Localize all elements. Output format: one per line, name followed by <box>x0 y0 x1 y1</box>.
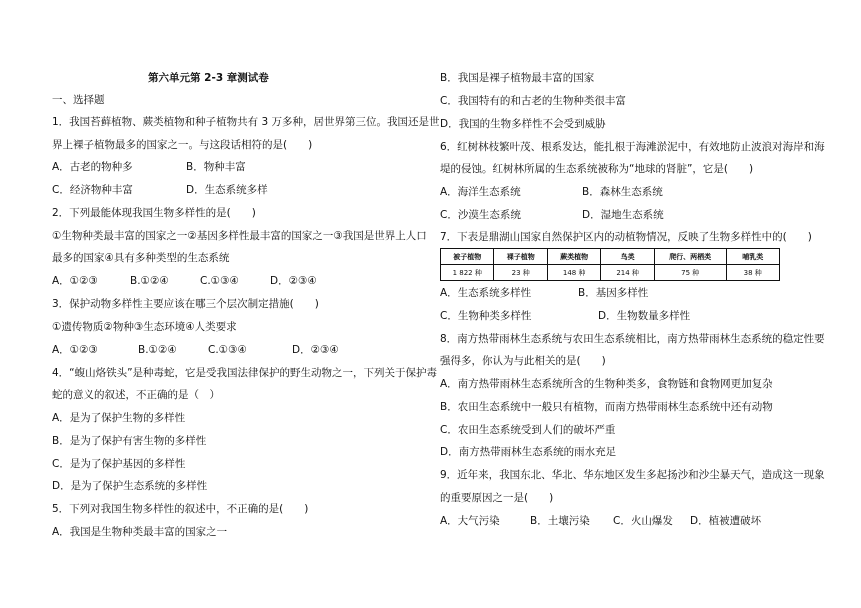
question-2-stem: 2．下列最能体现我国生物多样性的是( ) <box>52 207 256 219</box>
question-8-stem-line2: 强得多，你认为与此相关的是( ) <box>440 355 606 367</box>
species-table-header-cell: 哺乳类 <box>726 249 780 265</box>
question-4-option-c: C．是为了保护基因的多样性 <box>52 458 186 470</box>
species-table-value-cell: 75 种 <box>654 265 726 281</box>
question-2-option-d: D．②③④ <box>270 275 317 287</box>
question-9-option-c: C．火山爆发 <box>613 515 673 527</box>
question-3-option-a: A．①②③ <box>52 344 98 356</box>
question-9-stem-line1: 9．近年来，我国东北、华北、华东地区发生多起扬沙和沙尘暴天气，造成这一现象 <box>440 469 825 481</box>
question-3-stem: 3．保护动物多样性主要应该在哪三个层次制定措施( ) <box>52 298 319 310</box>
question-9-stem-line2: 的重要原因之一是( ) <box>440 492 554 504</box>
question-5-option-c: C．我国特有的和古老的生物种类很丰富 <box>440 95 626 107</box>
question-8-stem-line1: 8．南方热带雨林生态系统与农田生态系统相比，南方热带雨林生态系统的稳定性要 <box>440 333 825 345</box>
question-6-option-a: A．海洋生态系统 <box>440 186 521 198</box>
question-6-stem-line1: 6．红树林枝繁叶茂、根系发达，能扎根于海滩淤泥中，有效地防止波浪对海岸和海 <box>440 141 825 153</box>
question-7-option-a: A．生态系统多样性 <box>440 287 532 299</box>
question-4-option-b: B．是为了保护有害生物的多样性 <box>52 435 207 447</box>
species-table-header-row <box>441 249 780 265</box>
species-table-value-cell: 38 种 <box>726 265 780 281</box>
species-table-value-cell: 23 种 <box>494 265 547 281</box>
question-2-info-line1: ①生物种类最丰富的国家之一②基因多样性最丰富的国家之一③我国是世界上人口 <box>52 230 427 242</box>
question-7-option-d: D．生物数量多样性 <box>598 310 691 322</box>
question-7-stem: 7．下表是鼎湖山国家自然保护区内的动植物情况，反映了生物多样性中的( ) <box>440 231 812 243</box>
species-table-value-row <box>441 265 780 281</box>
question-8-option-a: A．南方热带雨林生态系统所含的生物种类多，食物链和食物网更加复杂 <box>440 378 773 390</box>
question-6-option-c: C．沙漠生态系统 <box>440 209 521 221</box>
question-4-option-a: A．是为了保护生物的多样性 <box>52 412 186 424</box>
question-7-option-c: C．生物种类多样性 <box>440 310 532 322</box>
question-9-option-a: A．大气污染 <box>440 515 500 527</box>
question-6-stem-line2: 堤的侵蚀。红树林所属的生态系统被称为“地球的肾脏”，它是( ) <box>440 163 754 175</box>
question-1-option-d: D．生态系统多样 <box>186 184 268 196</box>
question-4-option-d: D．是为了保护生态系统的多样性 <box>52 480 208 492</box>
question-1-stem-line1: 1．我国苔藓植物、蕨类植物和种子植物共有 3 万多种，居世界第三位。我国还是世 <box>52 116 440 128</box>
question-2-option-c: C.①③④ <box>200 275 239 287</box>
species-table-value-cell: 214 种 <box>601 265 654 281</box>
section-heading: 一、选择题 <box>52 94 105 106</box>
question-1-option-a: A．古老的物种多 <box>52 161 133 173</box>
species-table-header-cell: 鸟类 <box>601 249 654 265</box>
question-8-option-b: B．农田生态系统中一般只有植物，而南方热带雨林生态系统中还有动物 <box>440 401 773 413</box>
species-table-header-cell: 裸子植物 <box>494 249 547 265</box>
question-2-option-a: A．①②③ <box>52 275 98 287</box>
question-9-option-b: B．土壤污染 <box>530 515 590 527</box>
question-1-option-c: C．经济物种丰富 <box>52 184 133 196</box>
question-2-option-b: B.①②④ <box>130 275 169 287</box>
question-5-option-b: B．我国是裸子植物最丰富的国家 <box>440 72 595 84</box>
species-table-value-cell: 148 种 <box>547 265 600 281</box>
question-8-option-d: D．南方热带雨林生态系统的雨水充足 <box>440 446 617 458</box>
question-7-option-b: B．基因多样性 <box>578 287 649 299</box>
species-table-header-cell: 蕨类植物 <box>547 249 600 265</box>
question-5-stem: 5．下列对我国生物多样性的叙述中，不正确的是( ) <box>52 503 309 515</box>
question-6-option-b: B．森林生态系统 <box>582 186 663 198</box>
question-1-stem-line2: 界上裸子植物最多的国家之一。与这段话相符的是( ) <box>52 139 313 151</box>
question-4-stem-line1: 4．“蝮山烙铁头”是种毒蛇，它是受我国法律保护的野生动物之一，下列关于保护毒 <box>52 367 438 379</box>
question-5-option-d: D．我国的生物多样性不会受到威胁 <box>440 118 606 130</box>
question-3-info: ①遗传物质②物种③生态环境④人类要求 <box>52 321 237 333</box>
question-4-stem-line2: 蛇的意义的叙述，不正确的是（ ） <box>52 389 220 401</box>
question-2-info-line2: 最多的国家④具有多种类型的生态系统 <box>52 252 230 264</box>
question-3-option-b: B.①②④ <box>138 344 177 356</box>
question-8-option-c: C．农田生态系统受到人们的破坏严重 <box>440 424 616 436</box>
question-1-option-b: B．物种丰富 <box>186 161 246 173</box>
species-table <box>440 248 780 281</box>
question-3-option-c: C.①③④ <box>208 344 247 356</box>
question-9-option-d: D．植被遭破坏 <box>690 515 762 527</box>
species-table-value-cell: 1 822 种 <box>441 265 494 281</box>
page-title: 第六单元第 2-3 章测试卷 <box>148 72 269 84</box>
question-3-option-d: D．②③④ <box>292 344 339 356</box>
question-5-option-a: A．我国是生物种类最丰富的国家之一 <box>52 526 228 538</box>
species-table-header-cell: 爬行、两栖类 <box>654 249 726 265</box>
question-6-option-d: D．湿地生态系统 <box>582 209 664 221</box>
species-table-header-cell: 被子植物 <box>441 249 494 265</box>
